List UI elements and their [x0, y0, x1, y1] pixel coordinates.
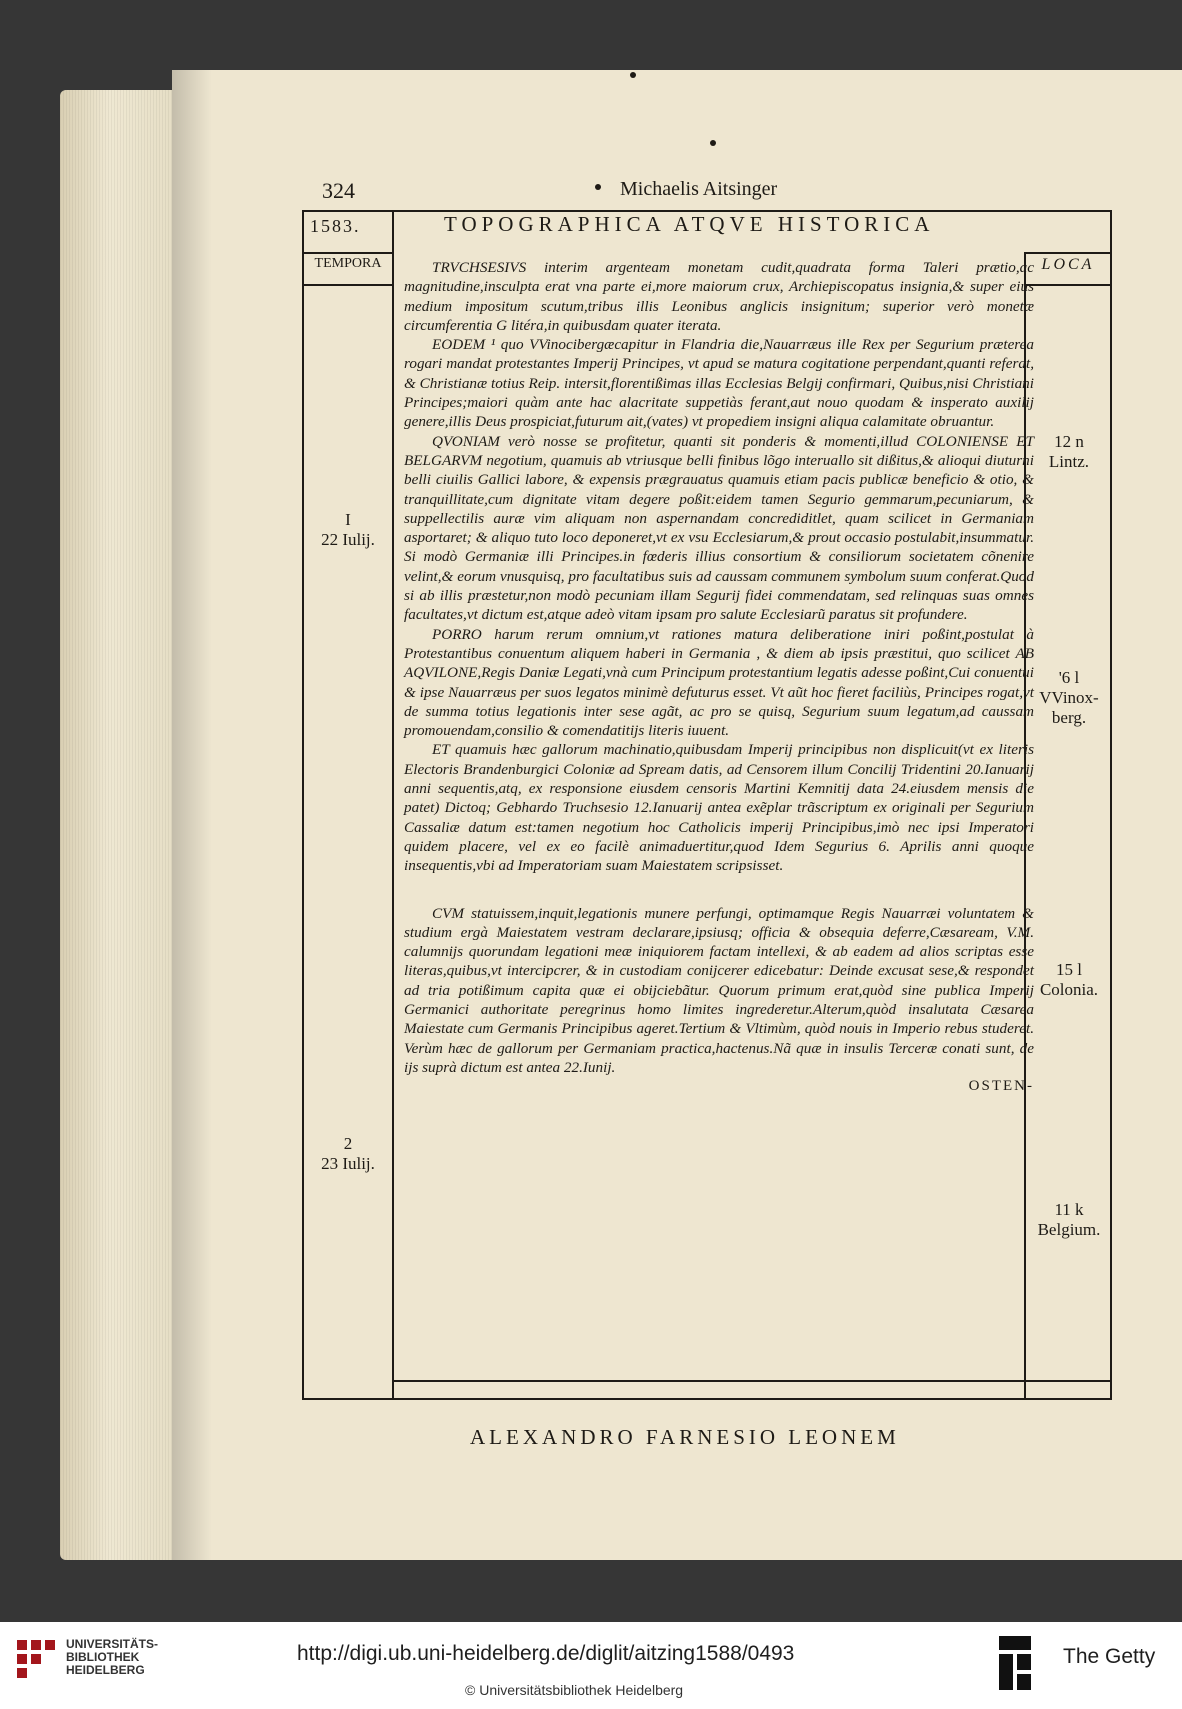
permalink-url[interactable]: http://digi.ub.uni-heidelberg.de/diglit/aitzing1588/0493: [297, 1642, 795, 1665]
year-label: 1583.: [310, 216, 361, 236]
paragraph: PORRO harum rerum omnium,vt rationes matura deliberatione iniri poßint,postulat à Protestantibus conuentum aliquem haberi in Germania , & diem ab ipsis præstitui, quo scilicet AB AQVILONE,Regis Daniæ Legati,vnà cum Principum protestantium legatis adesse poßint,Cui conuentui & ipse Nauarræus per suos legatos minimè defuturus esset. Vt aũt hoc fieret faciliùs, Principes rogat,vt de summa totius legationis inter sese agãt, ac pro se quisq, Segurium suum legatum,ad caussam promouendam,consilio & comendatitijs literis iuuent.: [404, 625, 1034, 740]
body-text: [404, 258, 1034, 1096]
library-logo-icon: [14, 1637, 60, 1683]
tempora-header: TEMPORA: [314, 256, 382, 271]
loca-note: 15 l Colonia.: [1039, 960, 1099, 999]
right-header-rule-2: [1024, 284, 1110, 286]
left-column-rule: [392, 212, 394, 1398]
left-header-rule-2: [304, 284, 392, 286]
page-frame: [302, 210, 1112, 1400]
partner-name: The Getty: [1063, 1645, 1156, 1668]
tempora-note: I 22 Iulij.: [321, 510, 375, 549]
loca-note: 12 n Lintz.: [1048, 432, 1090, 471]
paragraph: CVM statuissem,inquit,legationis munere perfungi, optimamque Regis Nauarræi voluntatem & studium ergà Maiestatem vestram declarare,ipsiusq; officia & obsequia deferre,Cæsaream, V.M. calumnijs quorundam legationi meæ iniquiorem factam intellexi, & ab eadem ad alios scriptas esse literas,quibus,vt intercipcrer, & in custodiam conijcerer edicebatur: Deinde excusat sese,& respondet ad tria potißimum capita quæ ei obijciebãtur. Quorum primum erat,quòd sine publica Imperij Germanici authoritate peregrinus homo limites ingrederetur.Alterum,quòd insalutata Cæsarea Maiestate cum Germanis Principibus ageret.Tertium & Vltimùm, quòd nouis in Imperio rebus studeret. Verùm hæc de gallorum per Germaniam practica,hactenus.Nã quæ in insulis Terceræ conati sunt, de ijs suprà dictum est antea 22.Iunij.: [404, 904, 1034, 1076]
ink-dot: [710, 140, 716, 146]
paragraph: QVONIAM verò nosse se profitetur, quanti sit ponderis & momenti,illud COLONIENSE ET BELGARVM negotium, quamuis ab vtriusque belli finibus lõgo interuallo sit dißitus,& alioqui diuturni belli ciuilis Gallici labore, & expensis prægrauatus quamuis etiam pacis publicæ beneficio & otio, & tranquillitate,cum dignitate vitam degere poßit:eidem tamen Segurio gemmarum,pecuniarum, & suppellectilis auræ vim aliquam non aspernandam concrediditlet, quam scilicet in Germaniam asportaret; & aliquo tuto loco deponeret,vt ex vsu Ecclesiarum,& prout occasio postulabit,insummatur. Si modò Germaniæ illi Principes.in fœderis illius consortium & consiliorum societatem cõnenire velint,& eorum vnusquisq, pro facultatibus suis ad caussam communem symbolum suum conferat.Quod si ab illis præstetur,non modò pecuniam illam Segurij fidei commendatam, sed relinquas suas omnes facultates,vt dictum est,atque adeò vitam ipsam pro salute Ecclesiarũ paratus sit profundere.: [404, 432, 1034, 624]
copyright-notice: © Universitätsbibliothek Heidelberg: [465, 1682, 684, 1698]
ink-dot: [630, 72, 636, 78]
library-name: UNIVERSITÄTS- BIBLIOTHEK HEIDELBERG: [66, 1637, 159, 1677]
paragraph: EODEM ¹ quo VVinocibergæcapitur in Flandria die,Nauarræus ille Rex per Segurium præterea rogari mandat protestantes Imperij Principes, vt apud se matura cogitatione perpendant,quanti referat, & Christianæ totius Reip. intersit,florentißimas illas Ecclesias Belgij confirmari, Quibus,nisi Christiani Principes;maiori quàm ante hac alacritate suppetiàs ferant,aut nouo quodam & insperato auxilij genere,illis Deus prospiciat,futurum ait,(vates) vt propediem insigni aliqua calamitate obruantur.: [404, 336, 1034, 431]
right-header-rule: [1024, 252, 1110, 254]
catchword: OSTEN-: [968, 1078, 1034, 1095]
viewer-bar: [0, 1622, 1182, 1709]
loca-header: LOCA: [1041, 256, 1095, 273]
page-number: 324: [322, 178, 355, 203]
book-page-edges: [60, 90, 185, 1560]
running-head: Michaelis Aitsinger: [620, 178, 778, 200]
footer-title: ALEXANDRO FARNESIO LEONEM: [470, 1425, 900, 1449]
getty-logo-icon: [997, 1634, 1033, 1692]
paragraph: TRVCHSESIVS interim argenteam monetam cudit,quadrata forma Taleri prætio,ac magnitudine,insculpta erat vna parte ei,more maiorum crux, Archiepiscopatus insignia,& super eius medium impositum scutum,tribus illis Leonibus anglicis insignitum; superior verò monetæ circumferentia G litéra,in quibusdam quater iterata.: [404, 259, 1034, 334]
section-title: TOPOGRAPHICA ATQVE HISTORICA: [444, 212, 935, 236]
left-header-rule: [304, 252, 392, 254]
bottom-rule: [392, 1380, 1110, 1382]
loca-note: 11 k Belgium.: [1037, 1200, 1101, 1239]
paragraph: ET quamuis hæc gallorum machinatio,quibusdam Imperij principibus non displicuit(vt ex literis Electoris Brandenburgici Coloniæ ad Spream datis, ad Censorem illum Concilij Tridentini 20.Ianuarij anni sequentis,atq, ex responsione eiusdem censoris Martini Kemnitij data 24.eiusdem mensis die patet) Dictoq; Gebhardo Truchsesio 12.Ianuarij antea exẽplar trãscriptum ex originali per Segurium Cassaliæ datum est:tamen negotium hoc Catholicis imperij Principibus,imò nec ipsi Imperatori quidem placere, vel ex eo facilè animaduertitur,quod Idem Segurius 6. Aprilis anni quoque insequentis,vbi ad Imperatoriam suam Maiestatem scripsisset.: [404, 741, 1034, 875]
loca-note: '6 l VVinox- berg.: [1039, 668, 1099, 727]
tempora-note: 2 23 Iulij.: [321, 1134, 375, 1173]
ink-dot: [595, 184, 601, 190]
